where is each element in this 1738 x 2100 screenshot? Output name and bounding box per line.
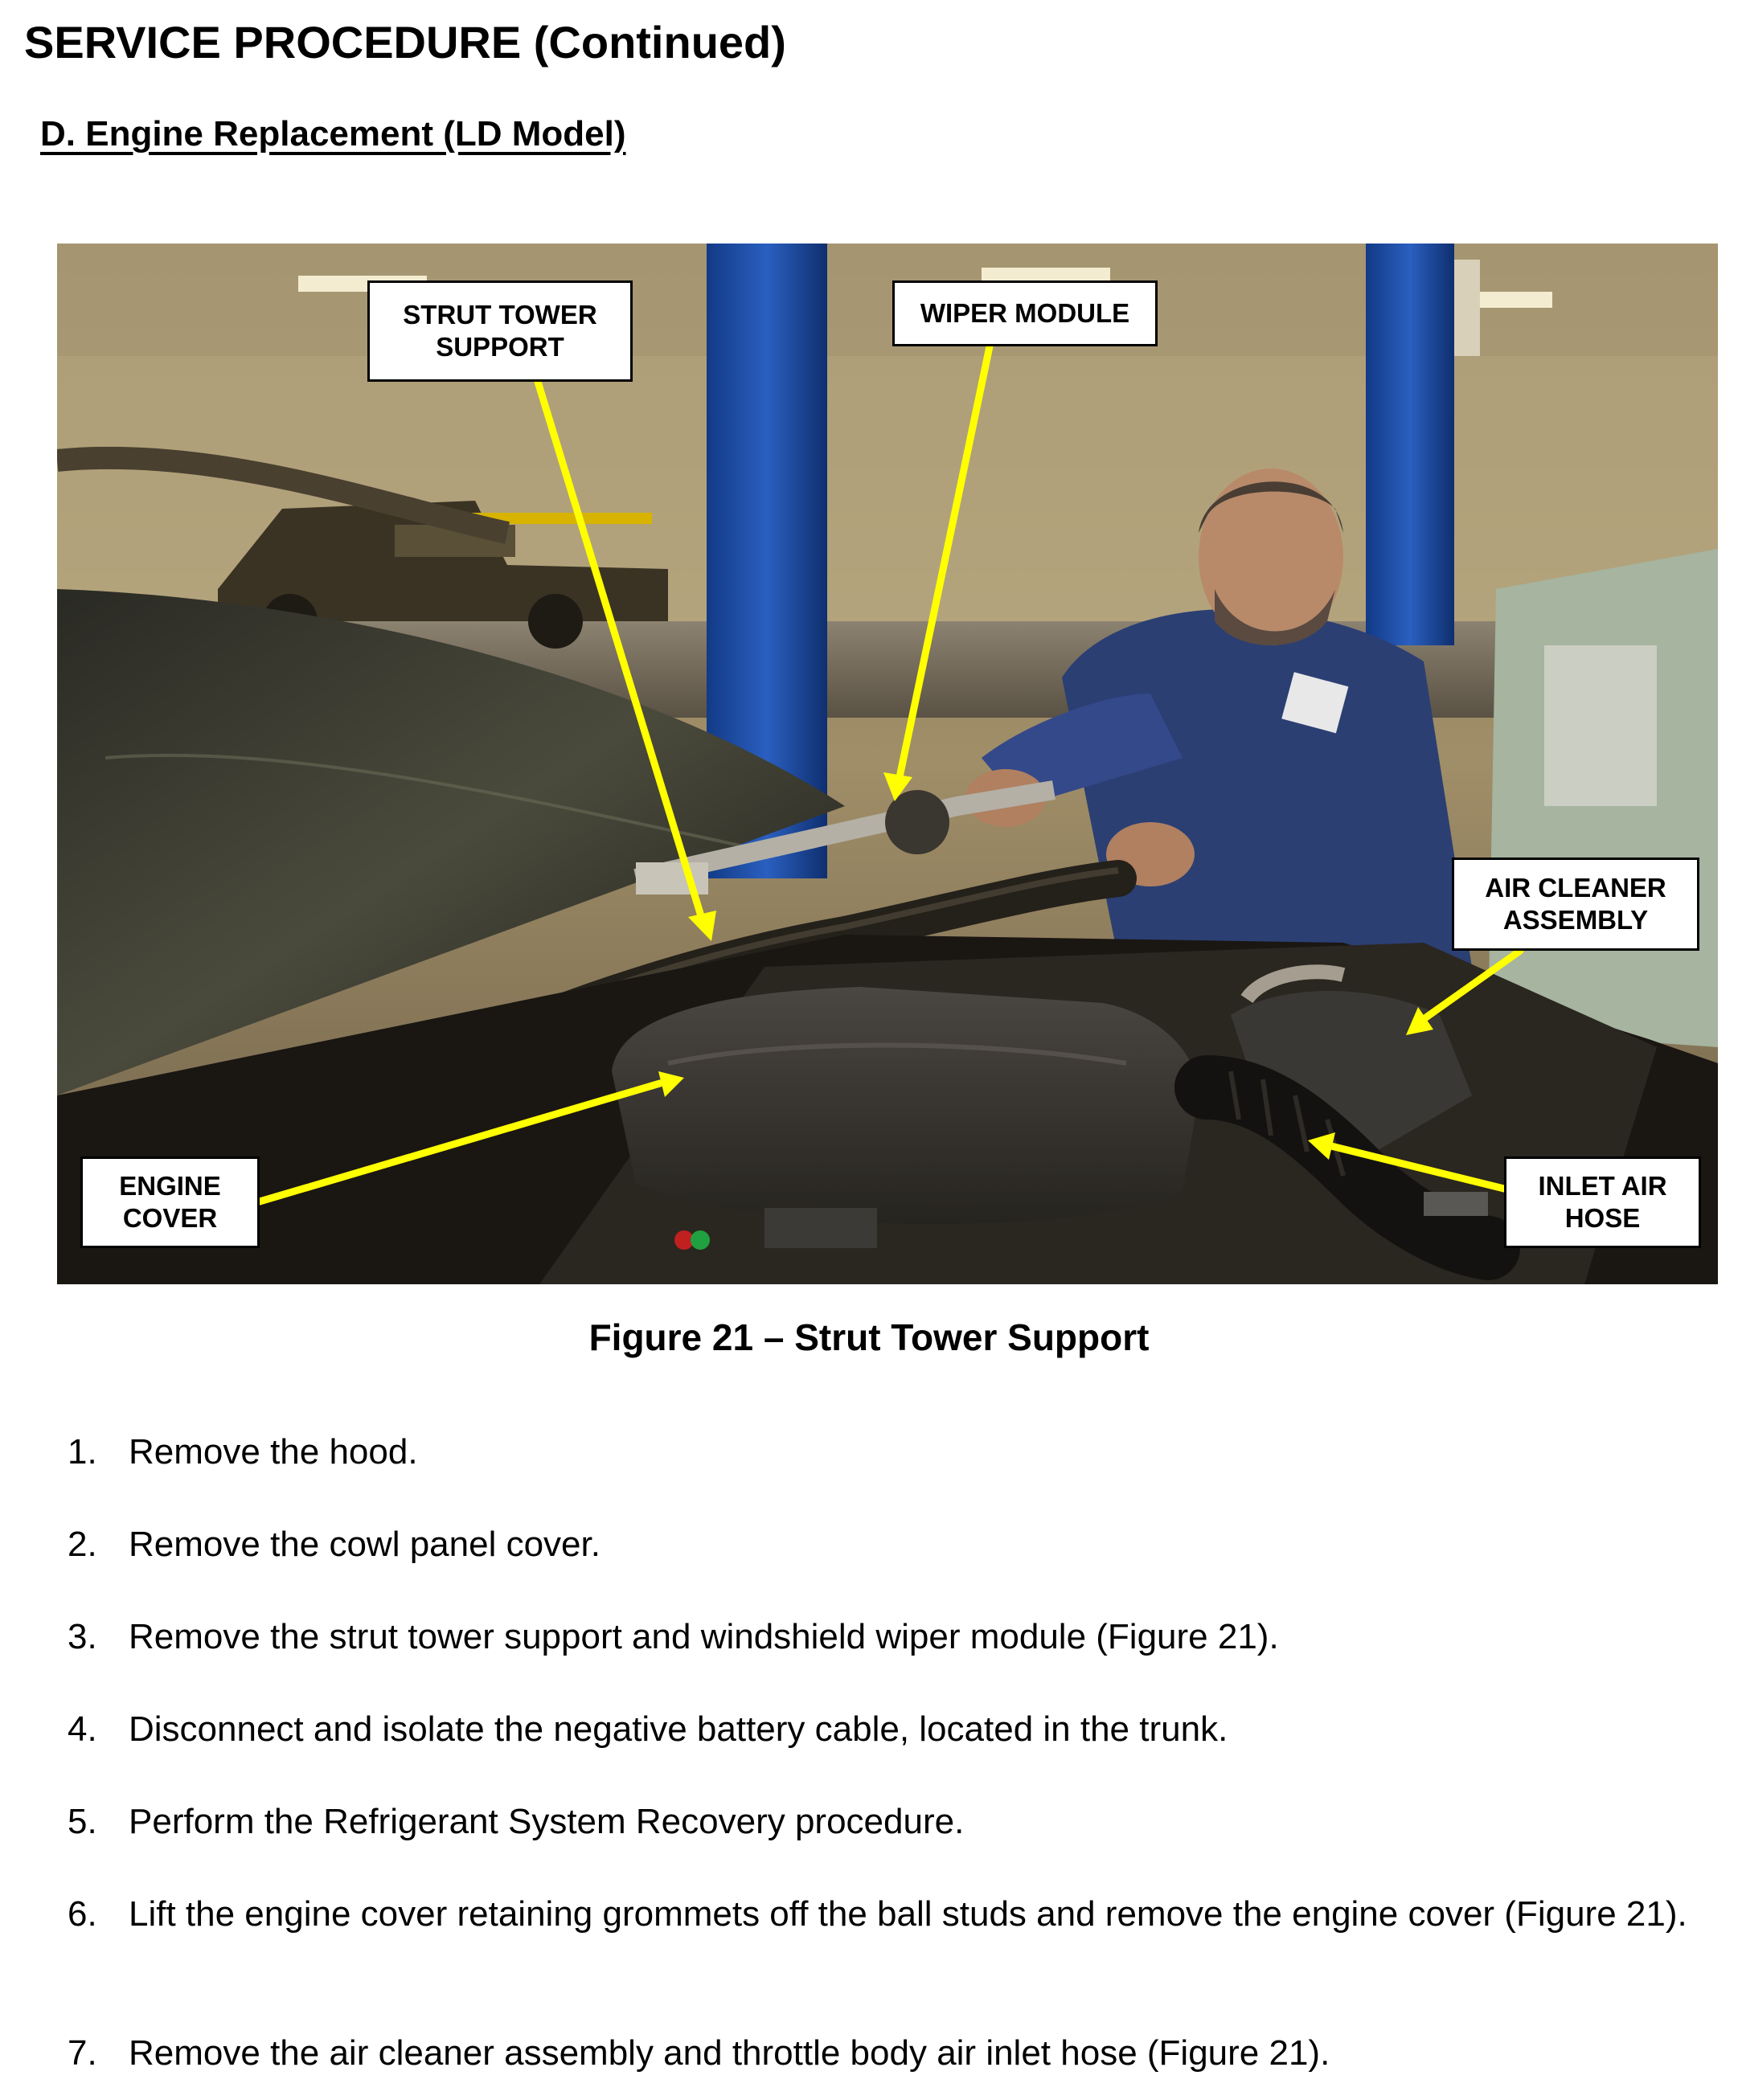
step-text: Remove the strut tower support and windshield wiper module (Figure 21). <box>129 1617 1279 1656</box>
step-number: 2. <box>68 1525 97 1564</box>
step-number: 6. <box>68 1894 97 1934</box>
callout-strut-tower-support: STRUT TOWER SUPPORT <box>367 280 633 382</box>
step-text: Lift the engine cover retaining grommets off the ball studs and remove the engine cover (Figure 21). <box>129 1894 1687 1934</box>
step-text: Remove the cowl panel cover. <box>129 1525 601 1564</box>
figure-caption: Figure 21 – Strut Tower Support <box>588 1316 1150 1358</box>
step-number: 3. <box>68 1617 97 1656</box>
step-number: 7. <box>68 2033 97 2073</box>
figure-21-photo <box>57 244 1718 1284</box>
callout-wiper-module: WIPER MODULE <box>892 280 1158 346</box>
step-number: 1. <box>68 1432 97 1472</box>
step-text: Remove the air cleaner assembly and throttle body air inlet hose (Figure 21). <box>129 2033 1330 2073</box>
step-text: Perform the Refrigerant System Recovery procedure. <box>129 1802 965 1841</box>
step-number: 5. <box>68 1802 97 1841</box>
callout-engine-cover: ENGINE COVER <box>80 1156 260 1248</box>
step-number: 4. <box>68 1709 97 1749</box>
callout-air-cleaner-assembly: AIR CLEANER ASSEMBLY <box>1452 858 1699 951</box>
callout-inlet-air-hose: INLET AIR HOSE <box>1504 1156 1701 1248</box>
page-title: SERVICE PROCEDURE (Continued) <box>24 17 786 68</box>
step-text: Remove the hood. <box>129 1432 418 1472</box>
engine-bay-photo <box>57 244 1718 1284</box>
section-heading: D. Engine Replacement (LD Model) <box>40 114 626 154</box>
step-text: Disconnect and isolate the negative battery cable, located in the trunk. <box>129 1709 1228 1749</box>
